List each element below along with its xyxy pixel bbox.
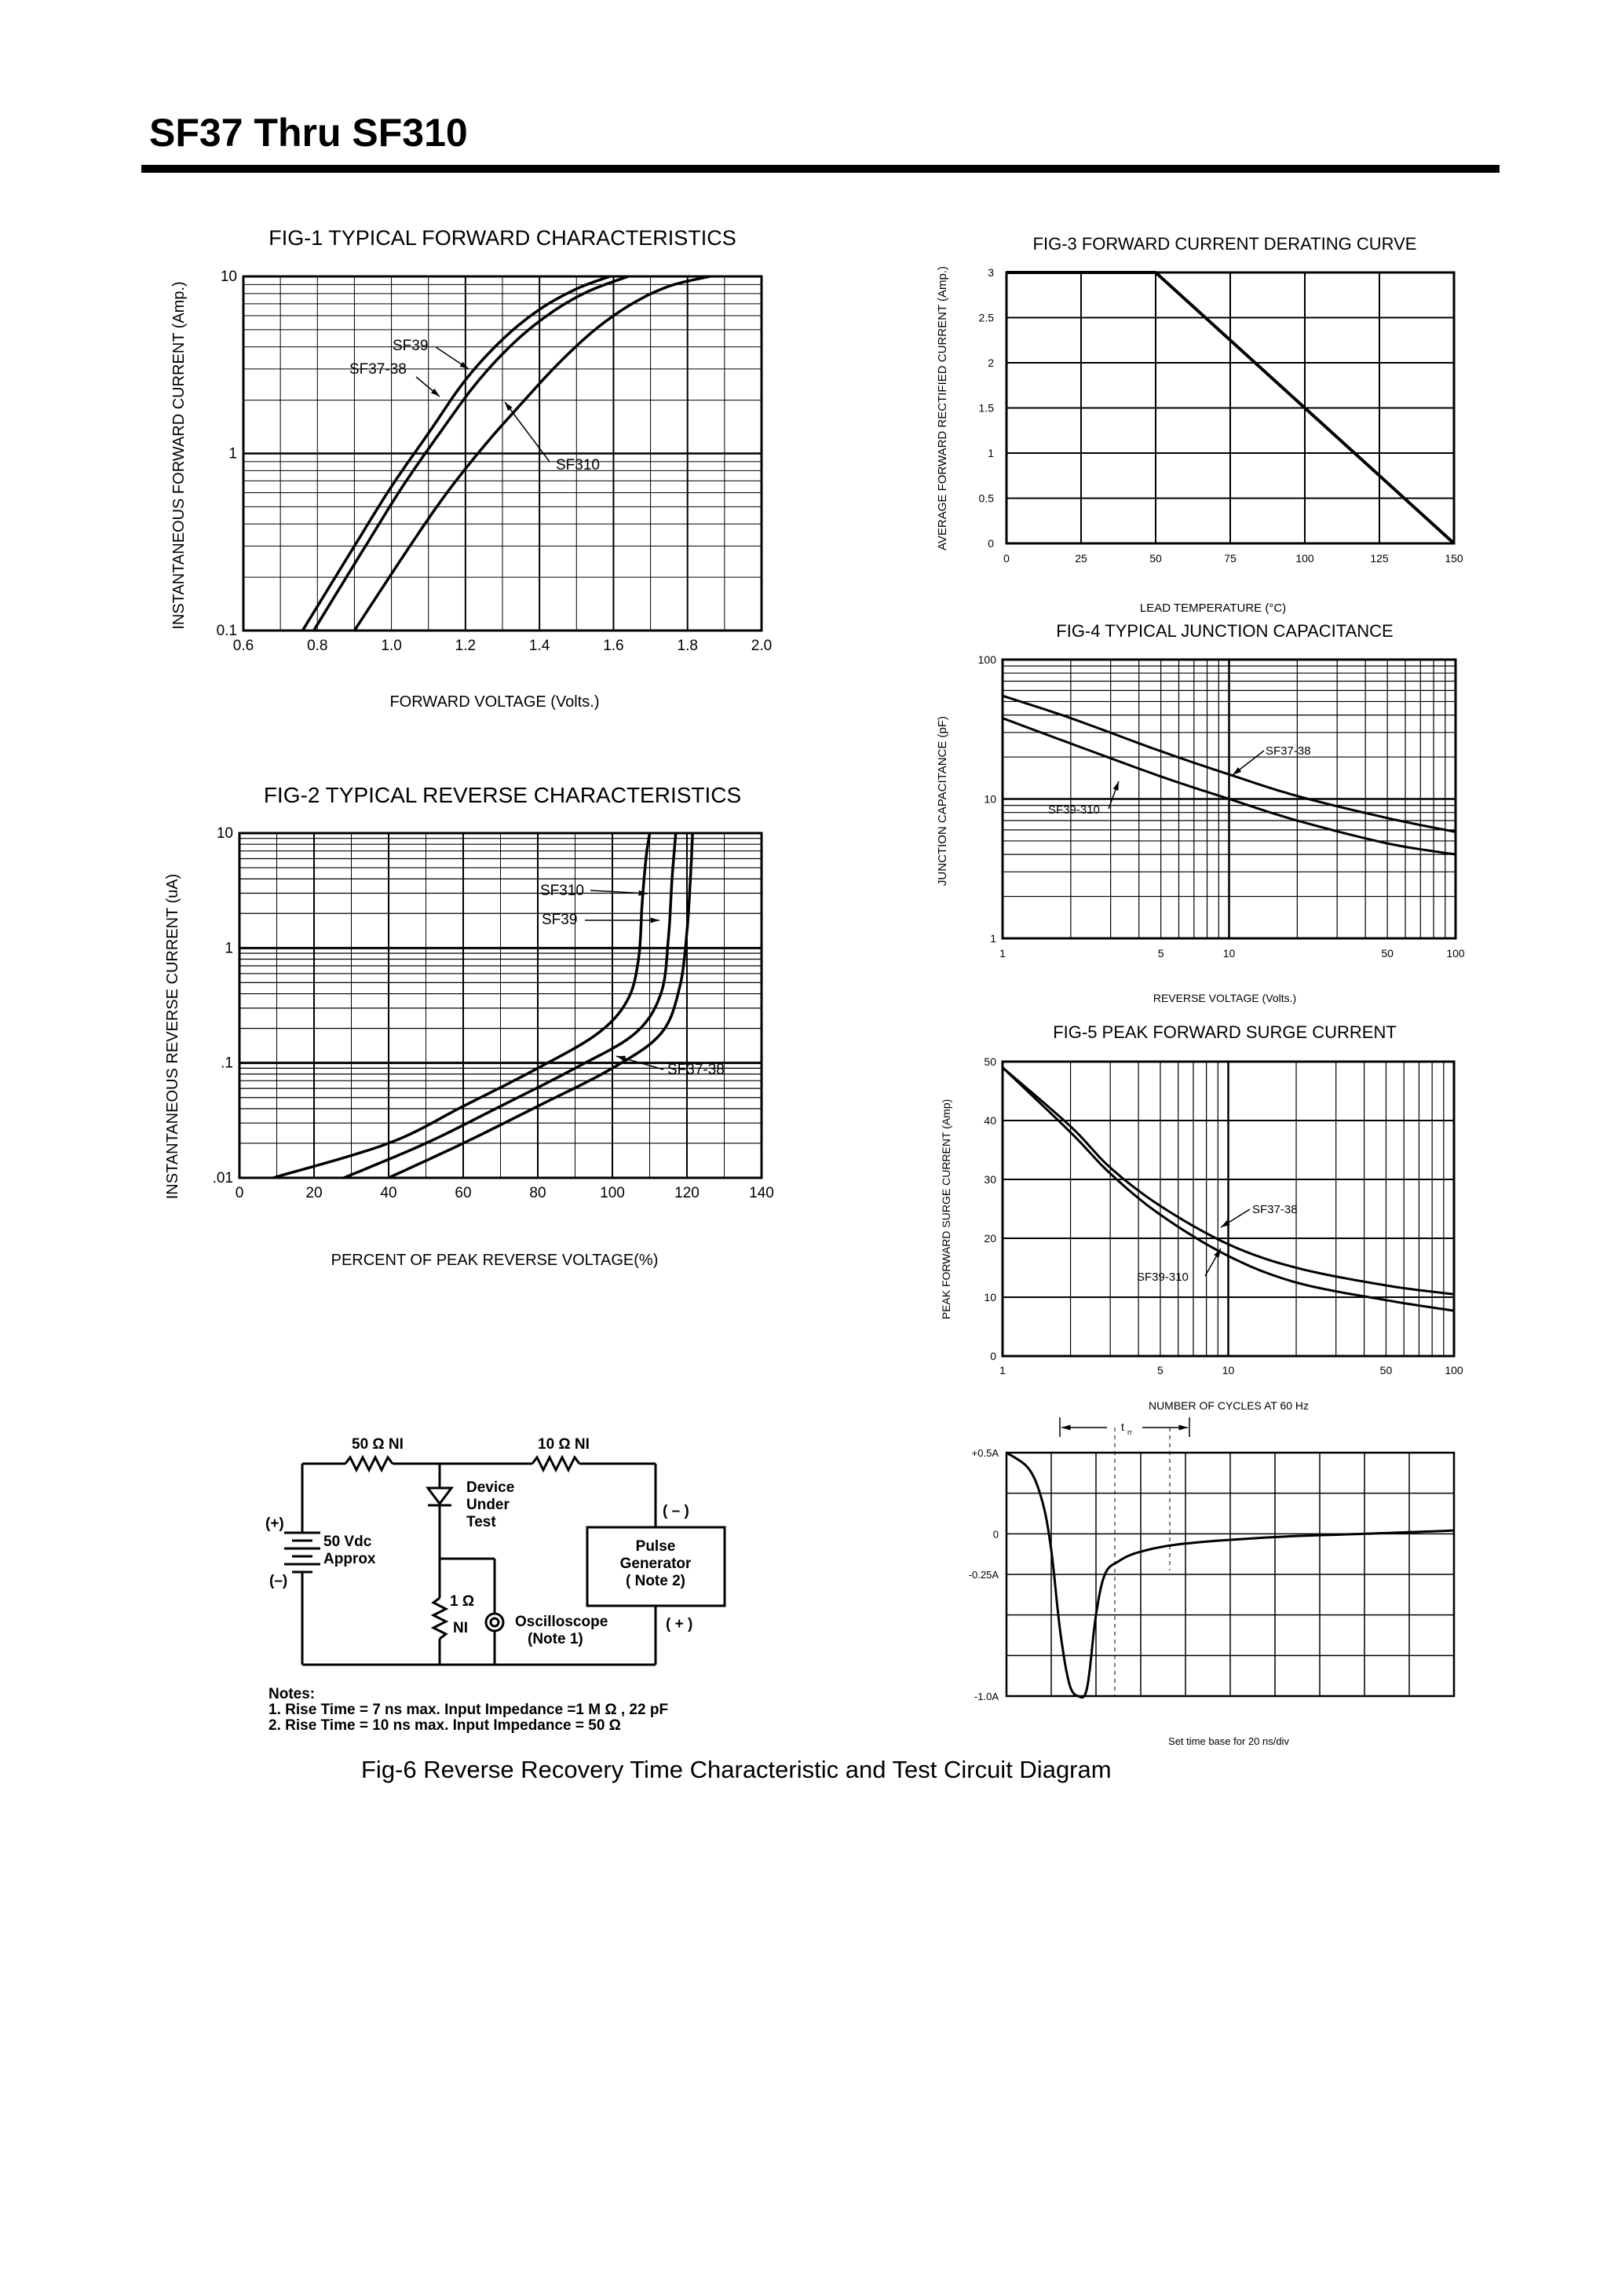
pulse-gen-line1: Pulse [635,1538,676,1555]
fig1-xtick: 1.0 [381,638,402,654]
fig1-xlabel: FORWARD VOLTAGE (Volts.) [389,693,600,711]
supply-plus: (+) [265,1515,284,1532]
fig2-xlabel: PERCENT OF PEAK REVERSE VOLTAGE(%) [331,1252,659,1269]
fig1-title: FIG-1 TYPICAL FORWARD CHARACTERISTICS [269,226,736,250]
fig1-xtick: 2.0 [751,638,773,654]
note-2: 2. Rise Time = 10 ns max. Input Impedance = 50 Ω [269,1717,621,1734]
resistor-1-ohm [433,1598,446,1639]
fig2-ytick: .1 [221,1055,233,1072]
fig4-label-sf37-38: SF37-38 [1266,744,1311,758]
fig5-ytick: 10 [984,1291,996,1303]
fig3-xlabel: LEAD TEMPERATURE (°C) [1139,601,1287,615]
fig3-ytick: 1.5 [978,401,994,415]
fig3-ytick: 1 [988,447,994,459]
fig1-label-sf39: SF39 [393,338,429,354]
fig6-xlabel: Set time base for 20 ns/div [1168,1735,1289,1747]
fig5-ylabel: PEAK FORWARD SURGE CURRENT (Amp) [940,1099,952,1320]
fig3-xtick: 125 [1370,552,1389,565]
fig3-xtick: 150 [1445,552,1463,565]
pulse-gen-line2: Generator [619,1556,692,1572]
resistor-10-ohm [532,1457,579,1470]
dut-line3: Test [466,1514,496,1530]
fig6-trr-sub: rr [1127,1428,1132,1436]
r2-label: 10 Ω NI [538,1436,590,1453]
fig5-xtick: 100 [1445,1364,1463,1377]
fig1-ytick: 1 [228,445,237,462]
fig2-ytick: 1 [225,940,233,957]
fig2-title: FIG-2 TYPICAL REVERSE CHARACTERISTICS [263,783,742,807]
supply-line1: 50 Vdc [323,1534,372,1550]
fig5-label-sf39-310: SF39-310 [1137,1270,1189,1284]
scope-line1: Oscilloscope [515,1614,608,1630]
pg-plus: ( + ) [666,1616,693,1632]
fig1-label-sf310: SF310 [556,457,600,473]
fig3-ytick: 2.5 [978,311,994,324]
fig5-ytick: 40 [984,1114,996,1127]
fig2-xtick: 40 [380,1185,397,1201]
fig2-ytick: .01 [212,1170,233,1186]
fig4-label-sf39-310: SF39-310 [1048,803,1100,817]
pulse-gen-line3: ( Note 2) [626,1573,685,1589]
fig2-xtick: 100 [600,1185,625,1201]
fig1-label-sf37-38: SF37-38 [349,361,407,378]
fig4-ytick: 100 [977,653,996,666]
fig2-label-sf37-38: SF37-38 [667,1062,725,1078]
fig5-ytick: 30 [984,1173,996,1186]
fig6-trr-label: t [1121,1420,1124,1433]
fig5-ytick: 0 [990,1350,996,1362]
fig3-ylabel: AVERAGE FORWARD RECTIFIED CURRENT (Amp.) [936,266,949,550]
dut-line2: Under [466,1497,510,1513]
fig4-xtick: 50 [1381,947,1394,960]
fig6-caption: Fig-6 Reverse Recovery Time Characteristic and Test Circuit Diagram [361,1756,1112,1783]
pg-minus: ( – ) [663,1503,689,1519]
fig1-xtick: 1.6 [603,638,624,654]
fig5-ytick: 50 [984,1055,996,1068]
test-circuit-diagram [0,0,785,1759]
fig6-trr-arrow-left-head [1061,1424,1070,1430]
fig5-xtick: 5 [1157,1364,1164,1377]
fig3-title: FIG-3 FORWARD CURRENT DERATING CURVE [1032,234,1417,254]
fig2-xtick: 80 [529,1185,546,1201]
fig5-label-sf37-38: SF37-38 [1252,1203,1298,1216]
fig1-ytick: 10 [220,269,237,285]
fig5-xtick: 1 [999,1364,1006,1377]
fig3-ytick: 2 [988,356,994,369]
fig3-ytick: 0.5 [978,492,994,505]
fig4-ytick: 10 [984,792,996,806]
fig6-ytick: 0 [992,1528,999,1541]
diode-symbol [428,1488,451,1504]
fig3-xtick: 50 [1149,552,1162,565]
fig4-title: FIG-4 TYPICAL JUNCTION CAPACITANCE [1056,621,1394,641]
fig5-xtick: 50 [1379,1364,1393,1377]
r3-label: 1 Ω [450,1593,475,1610]
fig3-ytick: 3 [988,266,994,279]
note-1: 1. Rise Time = 7 ns max. Input Impedance =1 M Ω , 22 pF [269,1702,669,1718]
fig2-xtick: 20 [305,1185,323,1201]
fig6-ytick: +0.5A [971,1447,999,1459]
supply-minus: (–) [269,1573,288,1589]
fig2-xtick: 0 [235,1185,244,1201]
fig4-xtick: 10 [1222,947,1236,960]
fig2-ylabel: INSTANTANEOUS REVERSE CURRENT (uA) [164,873,181,1200]
fig3-xtick: 25 [1075,552,1087,565]
fig2-xtick: 120 [674,1185,700,1201]
fig4-xtick: 1 [999,947,1006,960]
fig2-xtick: 140 [749,1185,774,1201]
fig6-ytick: -1.0A [974,1691,999,1702]
fig2-label-sf310: SF310 [540,883,584,899]
fig1-xtick: 1.4 [528,638,550,654]
supply-line2: Approx [323,1551,376,1567]
notes-title: Notes: [269,1686,316,1702]
page-title: SF37 Thru SF310 [149,111,468,155]
fig5-xlabel: NUMBER OF CYCLES AT 60 Hz [1148,1399,1310,1412]
fig4-ylabel: JUNCTION CAPACITANCE (pF) [936,715,949,887]
fig1-ylabel: INSTANTANEOUS FORWARD CURRENT (Amp.) [170,281,188,630]
oscilloscope-symbol [486,1614,503,1631]
fig2-label-sf39: SF39 [542,912,578,928]
fig4-ytick: 1 [990,932,996,945]
fig4-xtick: 5 [1157,947,1164,960]
fig1-ytick: 0.1 [216,623,237,639]
fig1-xtick: 0.8 [307,638,328,654]
resistor-50-ohm [345,1457,393,1470]
fig6-trr-arrow-right-head [1179,1424,1188,1430]
dut-line1: Device [466,1479,515,1496]
fig4-xtick: 100 [1446,947,1465,960]
fig6-ytick: -0.25A [968,1569,999,1581]
fig2-ytick: 10 [216,825,233,842]
r1-label: 50 Ω NI [352,1436,404,1453]
fig4-xlabel: REVERSE VOLTAGE (Volts.) [1153,992,1297,1004]
fig1-xtick: 1.2 [455,638,477,654]
fig3-xtick: 0 [1003,552,1010,565]
fig3-xtick: 100 [1295,552,1314,565]
fig3-xtick: 75 [1224,552,1237,565]
r3-ni-label: NI [453,1620,468,1636]
fig5-xtick: 10 [1222,1364,1235,1377]
fig3-ytick: 0 [988,537,994,550]
fig1-xtick: 0.6 [232,638,254,654]
fig2-xtick: 60 [455,1185,472,1201]
scope-line2: (Note 1) [528,1631,583,1647]
fig5-ytick: 20 [984,1232,996,1245]
fig5-title: FIG-5 PEAK FORWARD SURGE CURRENT [1053,1022,1397,1042]
fig1-xtick: 1.8 [677,638,698,654]
